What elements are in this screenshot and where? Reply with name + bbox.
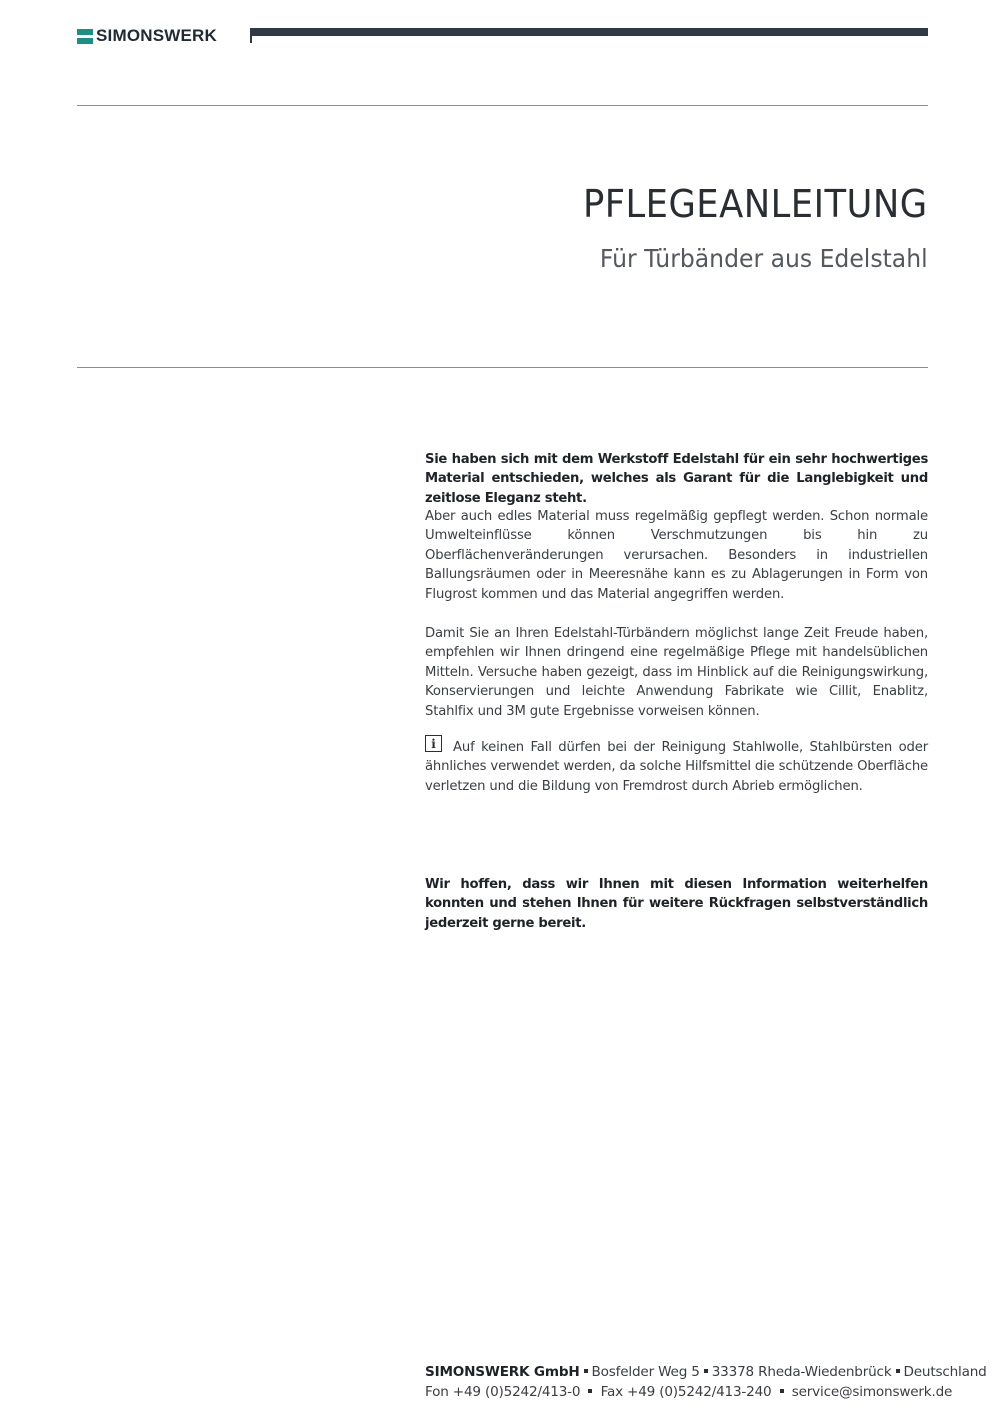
- footer-line-address: [425, 1363, 987, 1383]
- divider-top: [77, 105, 928, 106]
- divider-bottom: [77, 367, 928, 368]
- info-icon: i: [425, 735, 442, 752]
- page-subtitle: Für Türbänder aus Edelstahl: [600, 244, 928, 273]
- separator-square-icon: [584, 1369, 588, 1373]
- warning-note: [425, 738, 928, 796]
- closing-paragraph: Wir hoffen, dass wir Ihnen mit diesen Information weiterhelfen konnten und stehen Ihnen für weitere Rückfragen selbstverständlich jederzeit gerne bereit.: [425, 877, 928, 931]
- recommendation-paragraph: [425, 624, 928, 721]
- paragraph-environment: Aber auch edles Material muss regelmäßig gepflegt werden. Schon normale Umwelteinflüsse können Verschmutzungen bis hin zu Oberflächenveränderungen verursachen. Besonders in industriellen Ballungsräumen oder in Meeresnähe kann es zu Ablagerungen in Form von Flugrost kommen und das Material angegriffen werden.: [425, 509, 928, 602]
- care-paragraph: [425, 507, 928, 604]
- note-text: Auf keinen Fall dürfen bei der Reinigung Stahlwolle, Stahlbürsten oder ähnliches verwendet werden, da solche Hilfsmittel die schützende Oberfläche verletzen und die Bildung von Fremdrost durch Abrieb ermöglichen.: [425, 740, 928, 794]
- footer-street: Bosfelder Weg 5: [591, 1364, 700, 1380]
- separator-square-icon: [588, 1389, 592, 1393]
- closing-block: [425, 875, 928, 933]
- header-bar-tick: [250, 36, 252, 43]
- simonswerk-logo: [77, 27, 217, 45]
- separator-square-icon: [780, 1389, 784, 1393]
- header-bar: [250, 28, 928, 36]
- footer-company: SIMONSWERK GmbH: [425, 1364, 580, 1380]
- intro-paragraph: Sie haben sich mit dem Werkstoff Edelstahl für ein sehr hochwertiges Material entschieden, welches als Garant für die Langlebigkeit und zeitlose Eleganz steht.: [425, 452, 928, 506]
- separator-square-icon: [704, 1369, 708, 1373]
- footer-city: 33378 Rheda-Wiedenbrück: [711, 1364, 892, 1380]
- footer-email[interactable]: service@simonswerk.de: [791, 1383, 953, 1400]
- footer-country: Deutschland: [903, 1364, 987, 1380]
- footer-address: [425, 1363, 987, 1402]
- logo-text: SIMONSWERK: [96, 26, 217, 45]
- page-title: PFLEGEANLEITUNG: [583, 182, 928, 226]
- simonswerk-logo-mark-icon: [77, 29, 93, 44]
- footer-line-contact: [425, 1383, 953, 1403]
- paragraph-recommendation: Damit Sie an Ihren Edelstahl-Türbändern möglichst lange Zeit Freude haben, empfehlen wir Ihnen dringend eine regelmäßige Pflege mit handelsüblichen Mitteln. Versuche haben gezeigt, dass im Hinblick auf die Reinigungswirkung, Konservierungen und leichte Anwendung Fabrikate wie Cillit, Enablitz, Stahlfix und 3M gute Ergebnisse vorweisen können.: [425, 626, 928, 719]
- intro-block: [425, 450, 928, 508]
- separator-square-icon: [896, 1369, 900, 1373]
- footer-fax: Fax +49 (0)5242/413-240: [600, 1383, 772, 1400]
- footer-phone: Fon +49 (0)5242/413-0: [425, 1383, 581, 1400]
